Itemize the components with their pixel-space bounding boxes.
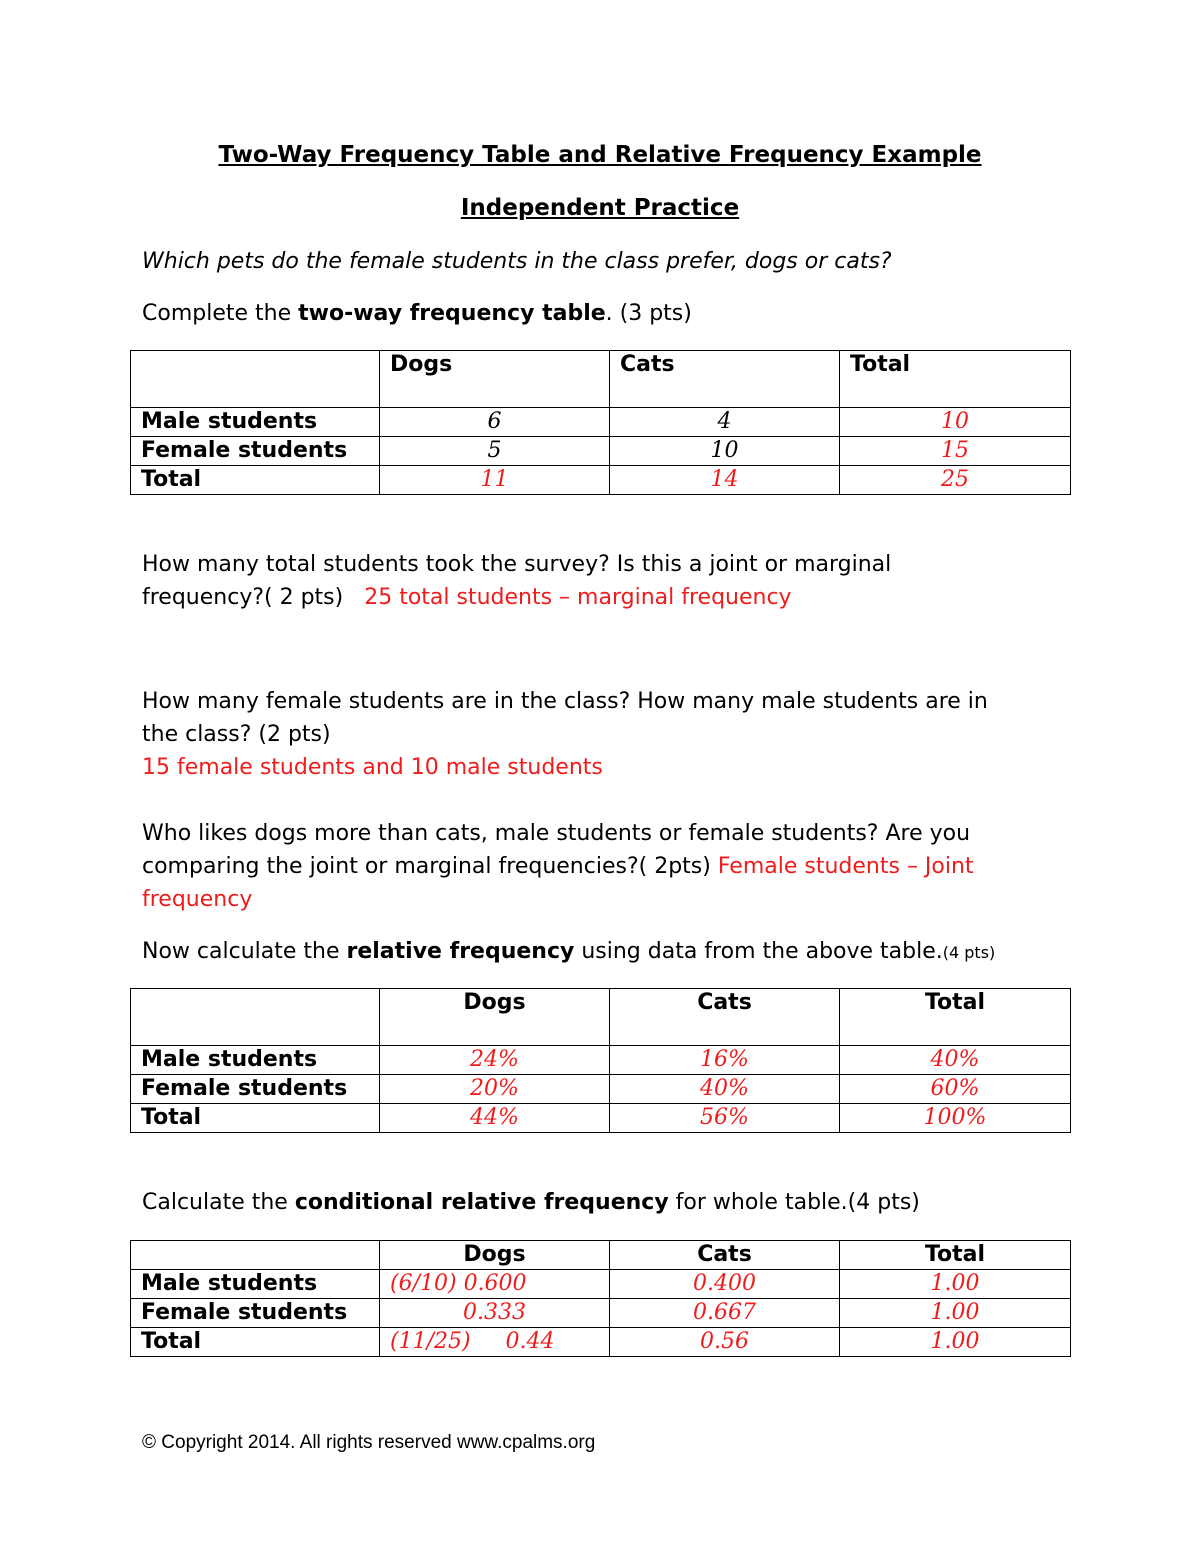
header-cell [131, 351, 380, 408]
table-cell: 0.333 [380, 1299, 610, 1328]
question-3: Who likes dogs more than cats, male students or female students? Are you comparing the joint or marginal frequencies?( 2pts) Female students – Joint frequency [142, 821, 974, 912]
answer-2: 15 female students and 10 male students [142, 755, 603, 780]
table-cell: 25 [840, 466, 1071, 495]
header-cell: Dogs [380, 351, 610, 408]
header-cell [131, 1241, 380, 1270]
row-label: Female students [131, 1075, 380, 1104]
row-label: Female students [131, 1299, 380, 1328]
table-cell: 0.56 [610, 1328, 840, 1357]
row-label: Total [131, 466, 380, 495]
table-cell: 1.00 [840, 1328, 1071, 1357]
table-cell: 15 [840, 437, 1071, 466]
table-row [131, 1046, 1071, 1075]
header-cell: Dogs [380, 1241, 610, 1270]
table-cell: 100% [840, 1104, 1071, 1133]
table-cell: 0.400 [610, 1270, 840, 1299]
table-cell: 10 [840, 408, 1071, 437]
table-header-row [131, 989, 1071, 1046]
table-cell: 56% [610, 1104, 840, 1133]
table-cell: 20% [380, 1075, 610, 1104]
question-2: How many female students are in the class? How many male students are in the class? (2 pts) 15 female students and 10 male students [142, 685, 988, 784]
row-label: Male students [131, 1046, 380, 1075]
table-row [131, 1104, 1071, 1133]
table-cell: 1.00 [840, 1270, 1071, 1299]
table-row [131, 1270, 1071, 1299]
table-cell: (6/10) 0.600 [380, 1270, 610, 1299]
copyright-footer: © Copyright 2014. All rights reserved www.cpalms.org [142, 1432, 596, 1453]
frequency-table [130, 350, 1071, 495]
row-label: Female students [131, 437, 380, 466]
table-cell: 40% [840, 1046, 1071, 1075]
header-cell: Cats [610, 989, 840, 1046]
table-row [131, 1075, 1071, 1104]
table-header-row [131, 351, 1071, 408]
table-cell: 24% [380, 1046, 610, 1075]
table-cell: 0.667 [610, 1299, 840, 1328]
instruction-2: Now calculate the relative frequency using data from the above table.(4 pts) [142, 939, 996, 964]
table-cell: 16% [610, 1046, 840, 1075]
header-cell: Cats [610, 1241, 840, 1270]
relative-frequency-table [130, 988, 1071, 1133]
table-row [131, 437, 1071, 466]
table-cell: 4 [610, 408, 840, 437]
answer-3: Female students – Joint [717, 854, 974, 879]
instruction-1: Complete the two-way frequency table. (3 pts) [142, 301, 692, 326]
page-title: Two-Way Frequency Table and Relative Frequency Example [218, 142, 982, 168]
table-cell: 10 [610, 437, 840, 466]
table-row [131, 1328, 1071, 1357]
table-cell: 14 [610, 466, 840, 495]
table-cell: 40% [610, 1075, 840, 1104]
row-label: Male students [131, 408, 380, 437]
table-cell: (11/25) 0.44 [380, 1328, 610, 1357]
answer-1: 25 total students – marginal frequency [364, 585, 792, 610]
header-cell [131, 989, 380, 1046]
table-cell: 60% [840, 1075, 1071, 1104]
table-row [131, 1299, 1071, 1328]
table-cell: 44% [380, 1104, 610, 1133]
row-label: Male students [131, 1270, 380, 1299]
table-row [131, 408, 1071, 437]
row-label: Total [131, 1328, 380, 1357]
table-cell: 1.00 [840, 1299, 1071, 1328]
table-row [131, 466, 1071, 495]
header-cell: Total [840, 989, 1071, 1046]
row-label: Total [131, 1104, 380, 1133]
table-cell: 5 [380, 437, 610, 466]
header-cell: Total [840, 351, 1071, 408]
conditional-frequency-table [130, 1240, 1071, 1357]
question-1: How many total students took the survey? Is this a joint or marginal frequency?( 2 pts) 25 total students – marginal frequency [142, 552, 892, 610]
section-subtitle: Independent Practice [460, 195, 740, 221]
table-cell: 6 [380, 408, 610, 437]
table-cell: 11 [380, 466, 610, 495]
header-cell: Total [840, 1241, 1071, 1270]
instruction-3: Calculate the conditional relative frequency for whole table.(4 pts) [142, 1190, 920, 1215]
table-header-row [131, 1241, 1071, 1270]
header-cell: Cats [610, 351, 840, 408]
header-cell: Dogs [380, 989, 610, 1046]
main-question: Which pets do the female students in the class prefer, dogs or cats? [142, 249, 892, 274]
